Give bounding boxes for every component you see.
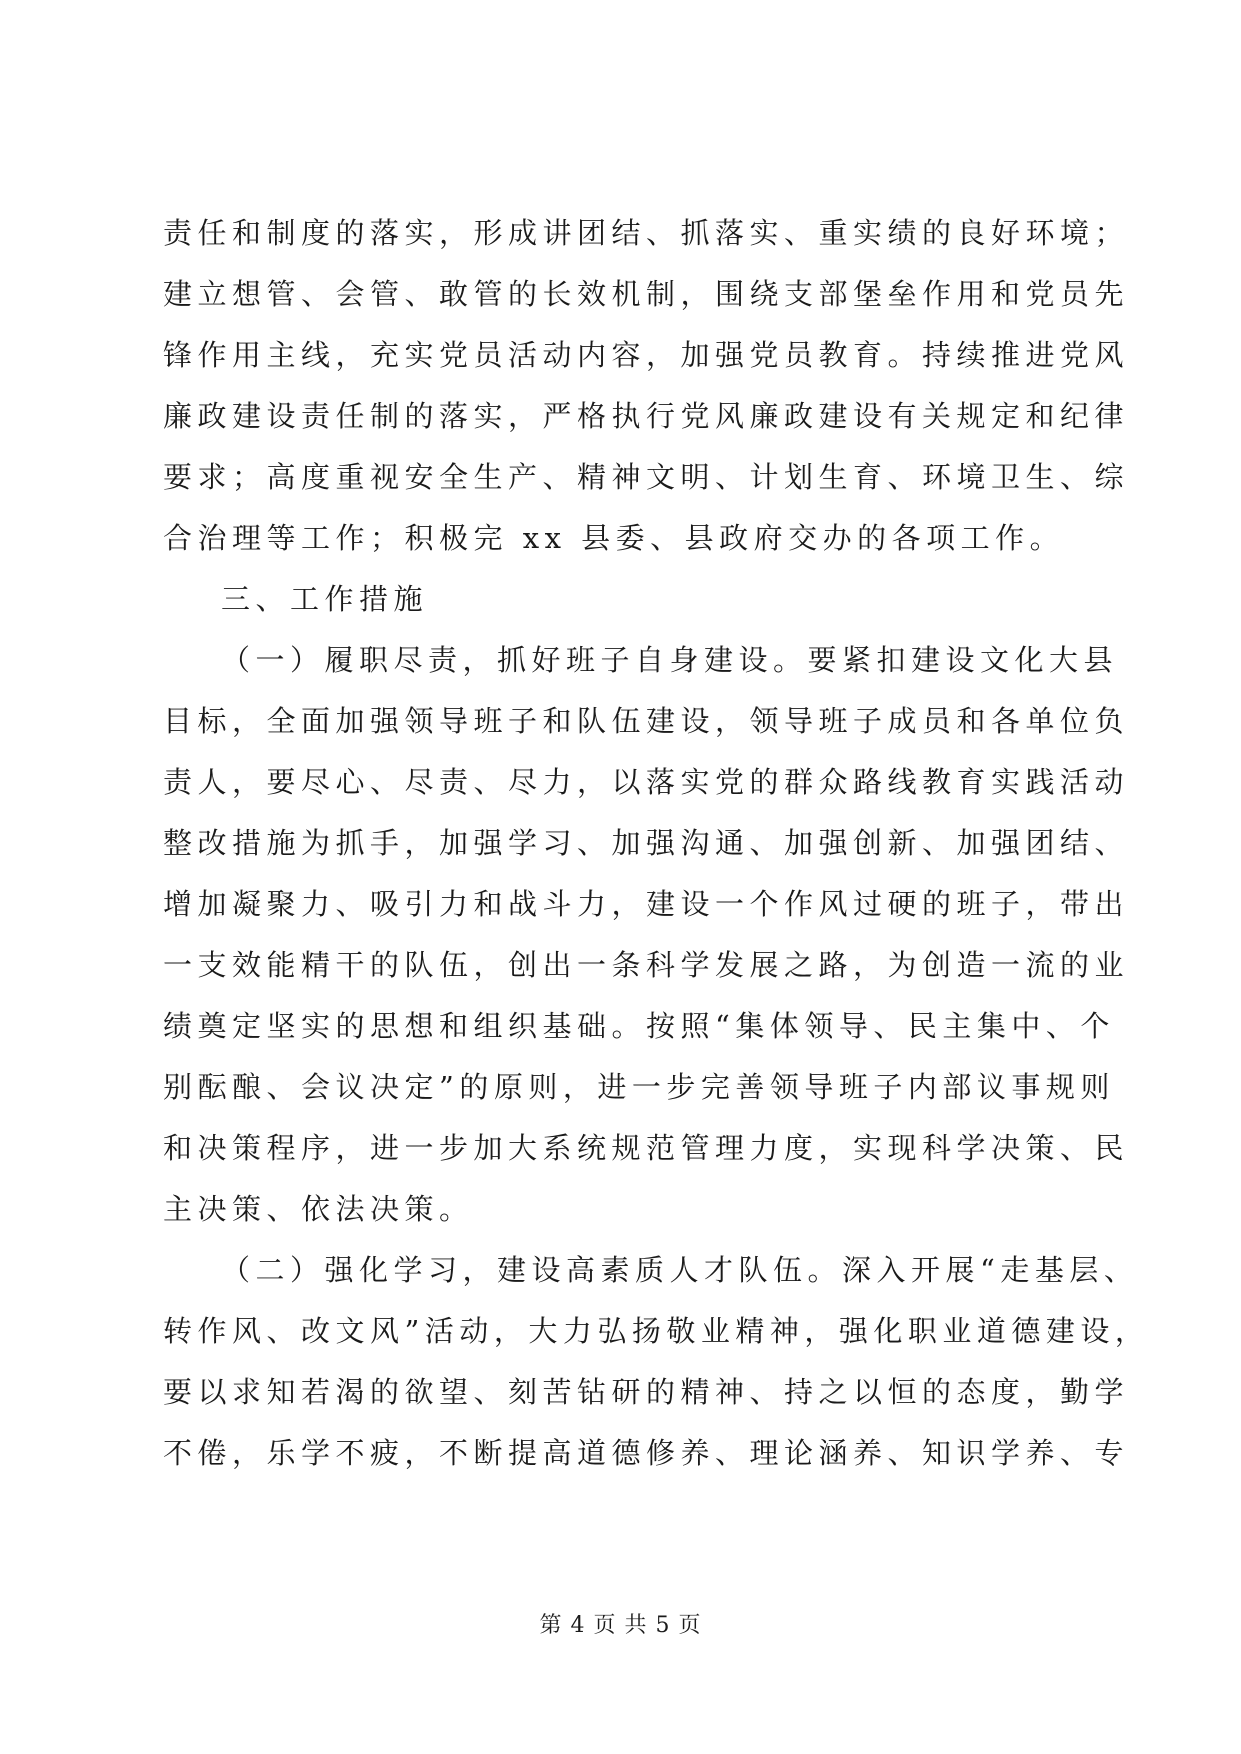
body-line: 别酝酿、会议决定”的原则，进一步完善领导班子内部议事规则 xyxy=(163,1070,1115,1104)
body-line: 责人，要尽心、尽责、尽力，以落实党的群众路线教育实践活动 xyxy=(163,765,1130,799)
body-line: 一支效能精干的队伍，创出一条科学发展之路，为创造一流的业 xyxy=(163,948,1130,982)
paragraph-start-line: （一）履职尽责，抓好班子自身建设。要紧扣建设文化大县 xyxy=(221,643,1119,677)
body-line: 锋作用主线，充实党员活动内容，加强党员教育。持续推进党风 xyxy=(163,338,1130,372)
body-line: 廉政建设责任制的落实，严格执行党风廉政建设有关规定和纪律 xyxy=(163,399,1130,433)
body-line: 合治理等工作；积极完 xx 县委、县政府交办的各项工作。 xyxy=(163,521,1065,555)
body-line: 主决策、依法决策。 xyxy=(163,1192,474,1226)
document-body xyxy=(163,203,1150,1484)
body-line: 整改措施为抓手，加强学习、加强沟通、加强创新、加强团结、 xyxy=(163,826,1130,860)
paragraph-start-line: （二）强化学习，建设高素质人才队伍。深入开展“走基层、 xyxy=(221,1253,1139,1287)
body-line: 转作风、改文风”活动，大力弘扬敬业精神，强化职业道德建设， xyxy=(163,1314,1150,1348)
section-heading: 三、工作措施 xyxy=(221,582,429,616)
body-line: 目标，全面加强领导班子和队伍建设，领导班子成员和各单位负 xyxy=(163,704,1130,738)
body-line: 要以求知若渴的欲望、刻苦钻研的精神、持之以恒的态度，勤学 xyxy=(163,1375,1130,1409)
body-line: 建立想管、会管、敢管的长效机制，围绕支部堡垒作用和党员先 xyxy=(163,277,1130,311)
body-line: 增加凝聚力、吸引力和战斗力，建设一个作风过硬的班子，带出 xyxy=(163,887,1130,921)
body-line: 和决策程序，进一步加大系统规范管理力度，实现科学决策、民 xyxy=(163,1131,1130,1165)
page-footer: 第 4 页 共 5 页 xyxy=(539,1613,702,1638)
body-line: 要求；高度重视安全生产、精神文明、计划生育、环境卫生、综 xyxy=(163,460,1130,494)
body-line: 绩奠定坚实的思想和组织基础。按照“集体领导、民主集中、个 xyxy=(163,1009,1115,1043)
body-line: 责任和制度的落实，形成讲团结、抓落实、重实绩的良好环境； xyxy=(163,216,1130,250)
body-line: 不倦，乐学不疲，不断提高道德修养、理论涵养、知识学养、专 xyxy=(163,1436,1130,1470)
